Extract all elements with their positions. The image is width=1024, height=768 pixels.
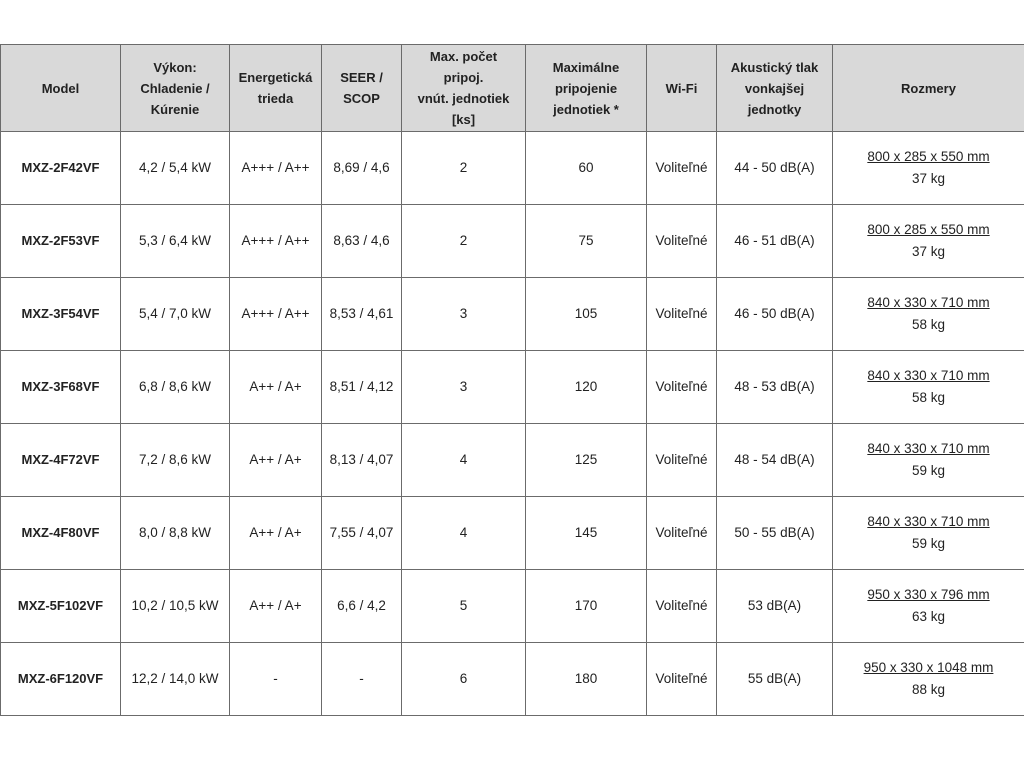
cell-rozmery — [833, 424, 1024, 497]
header-rozmery — [833, 45, 1024, 132]
cell-model: MXZ-6F120VF — [1, 643, 121, 716]
cell-pripojenie: 145 — [526, 497, 647, 570]
header-akusticky-tlak — [717, 45, 833, 132]
header-model-text: Model — [41, 80, 80, 96]
cell-rozmery — [833, 643, 1024, 716]
table-row — [1, 132, 1024, 205]
cell-wifi: Voliteľné — [647, 643, 717, 716]
table-row — [1, 424, 1024, 497]
header-max-pocet-line-1: Max. počet — [429, 49, 498, 64]
cell-pocet: 3 — [402, 278, 526, 351]
header-tlak-line-1: Akustický tlak — [730, 59, 819, 75]
cell-seer: 8,53 / 4,61 — [322, 278, 402, 351]
weight-text: 37 kg — [911, 171, 946, 186]
cell-wifi: Voliteľné — [647, 132, 717, 205]
header-tlak-line-3: jednotky — [747, 101, 802, 117]
cell-model: MXZ-3F68VF — [1, 351, 121, 424]
header-max-pocet-line-3: vnút. jednotiek — [417, 91, 510, 106]
cell-pocet: 2 — [402, 205, 526, 278]
header-max-pripojenie — [526, 45, 647, 132]
weight-text: 59 kg — [911, 463, 946, 478]
cell-tlak: 53 dB(A) — [717, 570, 833, 643]
cell-trieda: A+++ / A++ — [230, 278, 322, 351]
cell-wifi: Voliteľné — [647, 570, 717, 643]
cell-vykon: 4,2 / 5,4 kW — [121, 132, 230, 205]
cell-pocet: 3 — [402, 351, 526, 424]
weight-text: 37 kg — [911, 244, 946, 259]
cell-seer: 7,55 / 4,07 — [322, 497, 402, 570]
cell-trieda: A+++ / A++ — [230, 132, 322, 205]
weight-text: 58 kg — [911, 317, 946, 332]
weight-text: 63 kg — [911, 609, 946, 624]
header-vykon-line-3: Kúrenie — [150, 101, 200, 117]
header-seer — [322, 45, 402, 132]
table-row — [1, 643, 1024, 716]
table-row — [1, 351, 1024, 424]
cell-rozmery — [833, 132, 1024, 205]
spec-table — [0, 44, 1024, 716]
cell-model: MXZ-5F102VF — [1, 570, 121, 643]
cell-seer: - — [322, 643, 402, 716]
cell-pripojenie: 105 — [526, 278, 647, 351]
header-vykon-line-2: Chladenie / — [140, 80, 210, 96]
dimensions-text: 800 x 285 x 550 mm — [867, 222, 990, 237]
header-wifi-text: Wi-Fi — [665, 80, 698, 96]
cell-trieda: A++ / A+ — [230, 497, 322, 570]
cell-vykon: 6,8 / 8,6 kW — [121, 351, 230, 424]
cell-tlak: 50 - 55 dB(A) — [717, 497, 833, 570]
header-max-pocet-line-2: pripoj. — [443, 70, 484, 85]
cell-seer: 6,6 / 4,2 — [322, 570, 402, 643]
cell-vykon: 7,2 / 8,6 kW — [121, 424, 230, 497]
header-seer-line-2: SCOP — [343, 91, 380, 106]
cell-rozmery — [833, 205, 1024, 278]
cell-model: MXZ-4F80VF — [1, 497, 121, 570]
cell-pocet: 2 — [402, 132, 526, 205]
dimensions-text: 840 x 330 x 710 mm — [867, 441, 990, 456]
table-row — [1, 205, 1024, 278]
header-seer-line-1: SEER / — [340, 70, 383, 85]
cell-seer: 8,51 / 4,12 — [322, 351, 402, 424]
cell-rozmery — [833, 278, 1024, 351]
table-row — [1, 570, 1024, 643]
cell-model: MXZ-4F72VF — [1, 424, 121, 497]
cell-model: MXZ-2F53VF — [1, 205, 121, 278]
cell-trieda: - — [230, 643, 322, 716]
cell-pocet: 4 — [402, 424, 526, 497]
dimensions-text: 800 x 285 x 550 mm — [867, 149, 990, 164]
header-tlak-line-2: vonkajšej — [744, 80, 805, 96]
table-body — [1, 132, 1024, 716]
cell-model: MXZ-2F42VF — [1, 132, 121, 205]
cell-pripojenie: 120 — [526, 351, 647, 424]
header-trieda-line-1: Energetická — [238, 70, 313, 85]
header-trieda-line-2: trieda — [257, 91, 294, 106]
cell-rozmery — [833, 570, 1024, 643]
cell-model: MXZ-3F54VF — [1, 278, 121, 351]
weight-text: 88 kg — [911, 682, 946, 697]
cell-rozmery — [833, 351, 1024, 424]
cell-rozmery — [833, 497, 1024, 570]
cell-trieda: A++ / A+ — [230, 424, 322, 497]
cell-pocet: 4 — [402, 497, 526, 570]
header-wifi — [647, 45, 717, 132]
cell-trieda: A++ / A+ — [230, 351, 322, 424]
header-max-pocet — [402, 45, 526, 132]
cell-wifi: Voliteľné — [647, 497, 717, 570]
cell-wifi: Voliteľné — [647, 351, 717, 424]
header-max-pripojenie-line-3: jednotiek * — [553, 101, 619, 117]
cell-vykon: 8,0 / 8,8 kW — [121, 497, 230, 570]
header-vykon-line-1: Výkon: — [153, 59, 197, 75]
cell-pripojenie: 125 — [526, 424, 647, 497]
cell-tlak: 46 - 51 dB(A) — [717, 205, 833, 278]
header-row — [1, 45, 1024, 132]
cell-wifi: Voliteľné — [647, 424, 717, 497]
cell-pripojenie: 75 — [526, 205, 647, 278]
dimensions-text: 950 x 330 x 796 mm — [867, 587, 990, 602]
cell-seer: 8,69 / 4,6 — [322, 132, 402, 205]
weight-text: 58 kg — [911, 390, 946, 405]
cell-pripojenie: 60 — [526, 132, 647, 205]
cell-tlak: 44 - 50 dB(A) — [717, 132, 833, 205]
cell-pocet: 6 — [402, 643, 526, 716]
cell-vykon: 10,2 / 10,5 kW — [121, 570, 230, 643]
cell-seer: 8,13 / 4,07 — [322, 424, 402, 497]
table-header — [1, 45, 1024, 132]
header-vykon — [121, 45, 230, 132]
table-row — [1, 278, 1024, 351]
table-row — [1, 497, 1024, 570]
cell-tlak: 46 - 50 dB(A) — [717, 278, 833, 351]
cell-vykon: 12,2 / 14,0 kW — [121, 643, 230, 716]
cell-tlak: 48 - 53 dB(A) — [717, 351, 833, 424]
header-max-pocet-line-4: [ks] — [451, 112, 476, 127]
cell-vykon: 5,3 / 6,4 kW — [121, 205, 230, 278]
cell-trieda: A++ / A+ — [230, 570, 322, 643]
dimensions-text: 840 x 330 x 710 mm — [867, 295, 990, 310]
cell-pripojenie: 170 — [526, 570, 647, 643]
header-trieda — [230, 45, 322, 132]
cell-tlak: 48 - 54 dB(A) — [717, 424, 833, 497]
cell-wifi: Voliteľné — [647, 278, 717, 351]
cell-tlak: 55 dB(A) — [717, 643, 833, 716]
header-model — [1, 45, 121, 132]
weight-text: 59 kg — [911, 536, 946, 551]
cell-trieda: A+++ / A++ — [230, 205, 322, 278]
dimensions-text: 840 x 330 x 710 mm — [867, 368, 990, 383]
cell-pocet: 5 — [402, 570, 526, 643]
cell-seer: 8,63 / 4,6 — [322, 205, 402, 278]
cell-vykon: 5,4 / 7,0 kW — [121, 278, 230, 351]
dimensions-text: 840 x 330 x 710 mm — [867, 514, 990, 529]
dimensions-text: 950 x 330 x 1048 mm — [863, 660, 994, 675]
cell-wifi: Voliteľné — [647, 205, 717, 278]
header-max-pripojenie-line-2: pripojenie — [554, 80, 618, 96]
cell-pripojenie: 180 — [526, 643, 647, 716]
header-rozmery-text: Rozmery — [901, 80, 956, 96]
header-max-pripojenie-line-1: Maximálne — [552, 59, 620, 75]
